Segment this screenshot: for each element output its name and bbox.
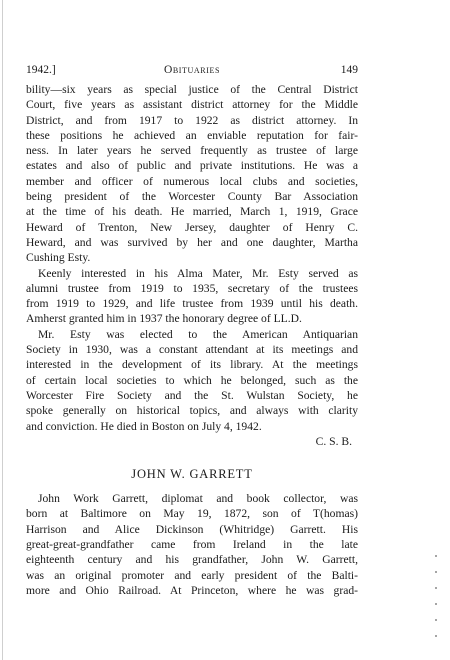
esty-obituary bbox=[26, 82, 358, 434]
margin-mark bbox=[435, 555, 437, 557]
text-line: from 1919 to 1929, and life trustee from 1939 until his death. bbox=[26, 297, 358, 311]
margin-mark bbox=[435, 587, 437, 589]
text-line: at the time of his death. He married, March 1, 1919, Grace bbox=[26, 205, 358, 219]
text-line: born at Baltimore on May 19, 1872, son of T(homas) bbox=[26, 507, 358, 521]
text-line: Amherst granted him in 1937 the honorary degree of LL.D. bbox=[26, 312, 302, 326]
text-line: John Work Garrett, diplomat and book collector, was bbox=[38, 492, 358, 506]
text-line: eighteenth century and his grandfather, John W. Garrett, bbox=[26, 553, 358, 567]
scan-margin-marks bbox=[435, 555, 439, 651]
garrett-obituary bbox=[26, 491, 358, 598]
text-line: alumni trustee from 1919 to 1935, secretary of the trustees bbox=[26, 281, 358, 295]
text-line: Court, five years as assistant district attorney for the Middle bbox=[26, 98, 358, 112]
text-line: interested in the development of its library. At the meetings bbox=[26, 358, 358, 372]
text-line: was an original promoter and early president of the Balti- bbox=[26, 568, 358, 582]
text-line: Mr. Esty was elected to the American Antiquarian bbox=[38, 327, 358, 341]
text-line: and conviction. He died in Boston on July 4, 1942. bbox=[26, 419, 262, 433]
text-line: Cushing Esty. bbox=[26, 251, 91, 265]
text-line: great-great-grandfather came from Ireland in the late bbox=[26, 538, 358, 552]
text-line: being president of the Worcester County Bar Association bbox=[26, 190, 358, 204]
section-heading: JOHN W. GARRETT bbox=[131, 467, 253, 482]
text-line: District, and from 1917 to 1922 as district attorney. In bbox=[26, 113, 358, 127]
text-line: more and Ohio Railroad. At Princeton, where he was grad- bbox=[26, 583, 358, 597]
margin-mark bbox=[435, 619, 437, 621]
text-line: estates and also of public and private institutions. He was a bbox=[26, 159, 358, 173]
running-head-title: Obituaries bbox=[163, 64, 221, 76]
text-line: of certain local societies to which he belonged, such as the bbox=[26, 373, 358, 387]
text-line: Heward, and was survived by her and one daughter, Martha bbox=[26, 235, 358, 249]
text-line: spoke generally on historical topics, and always with clarity bbox=[26, 404, 358, 418]
text-line: Society in 1930, was a constant attendant at its meetings and bbox=[26, 343, 358, 357]
margin-mark bbox=[435, 603, 437, 605]
text-line: Heward of Trenton, New Jersey, daughter of Henry C. bbox=[26, 220, 358, 234]
text-line: ness. In later years he served frequently as trustee of large bbox=[26, 144, 358, 158]
author-initials: C. S. B. bbox=[315, 434, 352, 448]
text-line: Harrison and Alice Dickinson (Whitridge) Garrett. His bbox=[26, 522, 358, 536]
margin-mark bbox=[435, 635, 437, 637]
running-head bbox=[26, 64, 358, 80]
text-line: member and officer of numerous local clubs and societies, bbox=[26, 174, 358, 188]
body-text bbox=[26, 82, 358, 598]
margin-mark bbox=[435, 571, 437, 573]
scan-edge-line bbox=[2, 0, 3, 660]
text-line: these positions he achieved an enviable reputation for fair- bbox=[26, 128, 358, 142]
text-line: Keenly interested in his Alma Mater, Mr. Esty served as bbox=[38, 266, 358, 280]
page-number: 149 bbox=[340, 64, 358, 76]
text-line: Worcester Fire Society and the St. Wulstan Society, he bbox=[26, 388, 358, 402]
running-head-year: 1942.] bbox=[26, 64, 56, 76]
text-line: bility—six years as special justice of the Central District bbox=[26, 83, 358, 96]
